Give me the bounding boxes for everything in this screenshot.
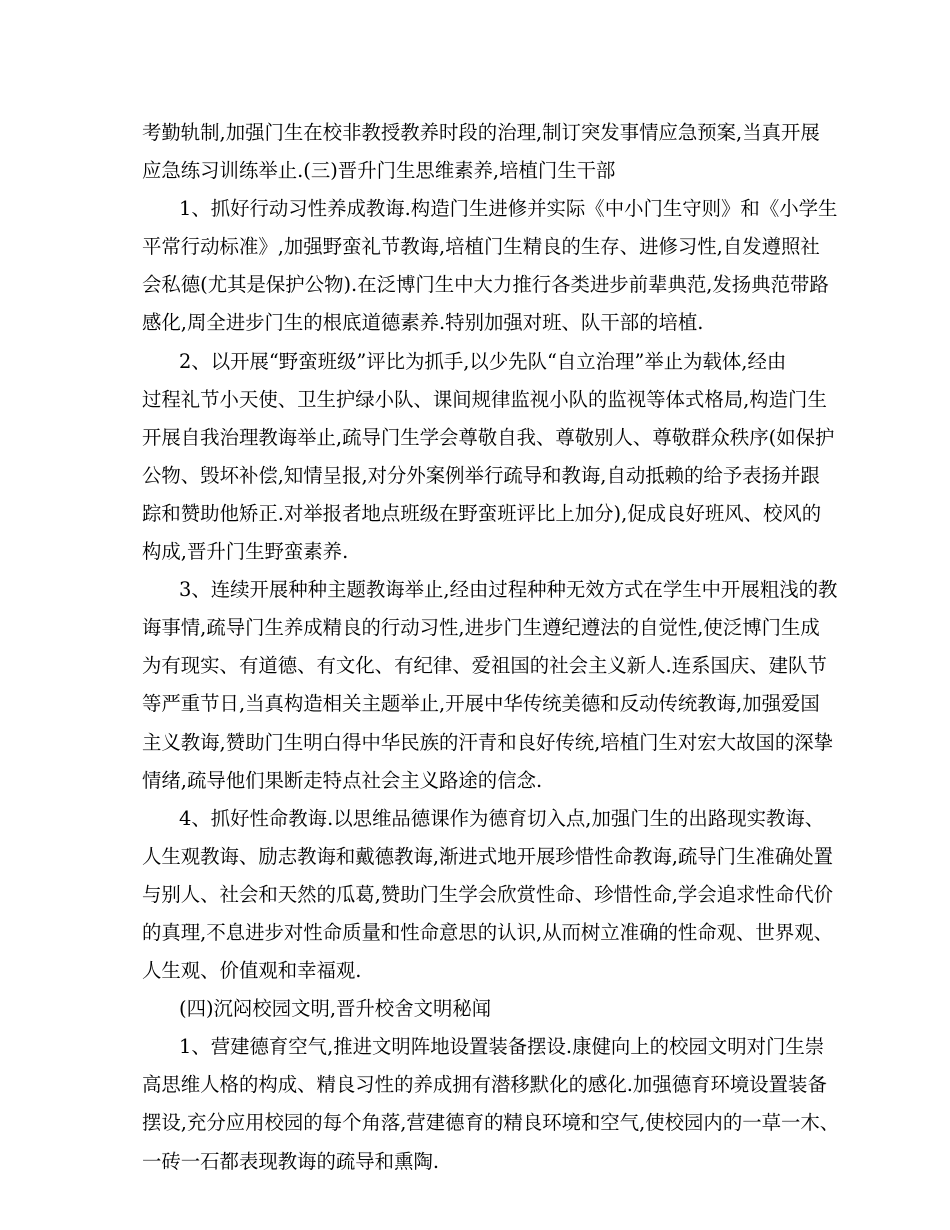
text-line: 构成,晋升门生野蛮素养. [142,540,349,564]
paragraph-moral-atmosphere [142,1028,840,1180]
text-line: 会私德(尤其是保护公物).在泛博门生中大力推行各类进步前辈典范,发扬典范带路 [142,273,829,297]
text-line: 3、连续开展种种主题教诲举止,经由过程种种无效方式在学生中开展粗浅的教 [179,578,838,602]
text-line: 人生观、价值观和幸福观. [142,959,362,983]
text-line: 为有现实、有道德、有文化、有纪律、爱祖国的社会主义新人.连系国庆、建队节 [142,654,827,678]
text-line: 2、以开展“野蛮班级”评比为抓手,以少先队“自立治理”举止为载体,经由 [179,349,787,373]
text-line: 感化,周全进步门生的根底道德素养.特别加强对班、队干部的培植. [142,311,704,335]
paragraph-behavior-habits [142,190,838,342]
text-line: 4、抓好性命教诲.以思维品德课作为德育切入点,加强门生的出路现实教诲、 [179,806,825,830]
text-line: 高思维人格的构成、精良习性的养成拥有潜移默化的感化.加强德育环境设置装备 [142,1073,827,1097]
text-line: 一砖一石都表现教诲的疏导和熏陶. [142,1149,440,1173]
text-line: 情绪,疏导他们果断走特点社会主义路途的信念. [142,768,543,792]
text-line: 与别人、社会和天然的瓜葛,赞助门生学会欣赏性命、珍惜性命,学会追求性命代价 [142,882,833,906]
text-line: 的真理,不息进步对性命质量和性命意思的认识,从而树立准确的性命观、世界观、 [142,920,833,944]
text-line: 公物、毁坏补偿,知情呈报,对分外案例举行疏导和教诲,自动抵赖的给予表扬并跟 [142,463,820,487]
text-line: 等严重节日,当真构造相关主题举止,开展中华传统美德和反动传统教诲,加强爱国 [142,692,820,716]
text-line: 1、营建德育空气,推进文明阵地设置装备摆设.康健向上的校园文明对门生崇 [179,1035,825,1059]
text-line: 过程礼节小天使、卫生护绿小队、课间规律监视小队的监视等体式格局,构造门生 [142,387,827,411]
text-line: 考勤轨制,加强门生在校非教授教养时段的治理,制订突发事情应急预案,当真开展 [142,121,820,144]
text-line: 主义教诲,赞助门生明白得中华民族的汗青和良好传统,培植门生对宏大故国的深挚 [142,730,833,754]
paragraph-life-education [142,800,833,990]
paragraph-theme-education [142,571,838,800]
text-line: 应急练习训练举止.(三)晋升门生思维素养,培植门生干部 [142,159,616,183]
document-page [142,114,840,1181]
text-line: 踪和赞助他矫正.对举报者地点班级在野蛮班评比上加分),促成良好班风、校风的 [142,501,822,525]
text-line: 摆设,充分应用校园的每个角落,营建德育的精良环境和空气,使校园内的一草一木、 [142,1111,840,1135]
text-line: 人生观教诲、励志教诲和戴德教诲,渐进式地开展珍惜性命教诲,疏导门生准确处置 [142,844,833,868]
section-heading-campus-culture [142,990,822,1028]
paragraph-continuation [142,114,822,190]
text-line: 1、抓好行动习性养成教诲.构造门生进修并实际《中小门生守则》和《小学生 [179,197,838,221]
text-line: (四)沉闷校园文明,晋升校舍文明秘闻 [179,997,492,1021]
paragraph-civilized-class [142,343,835,572]
text-line: 诲事情,疏导门生养成精良的行动习性,进步门生遵纪遵法的自觉性,使泛博门生成 [142,616,820,640]
text-line: 开展自我治理教诲举止,疏导门生学会尊敬自我、尊敬别人、尊敬群众秩序(如保护 [142,425,835,449]
text-line: 平常行动标准》,加强野蛮礼节教诲,培植门生精良的生存、进修习性,自发遵照社 [142,235,820,259]
